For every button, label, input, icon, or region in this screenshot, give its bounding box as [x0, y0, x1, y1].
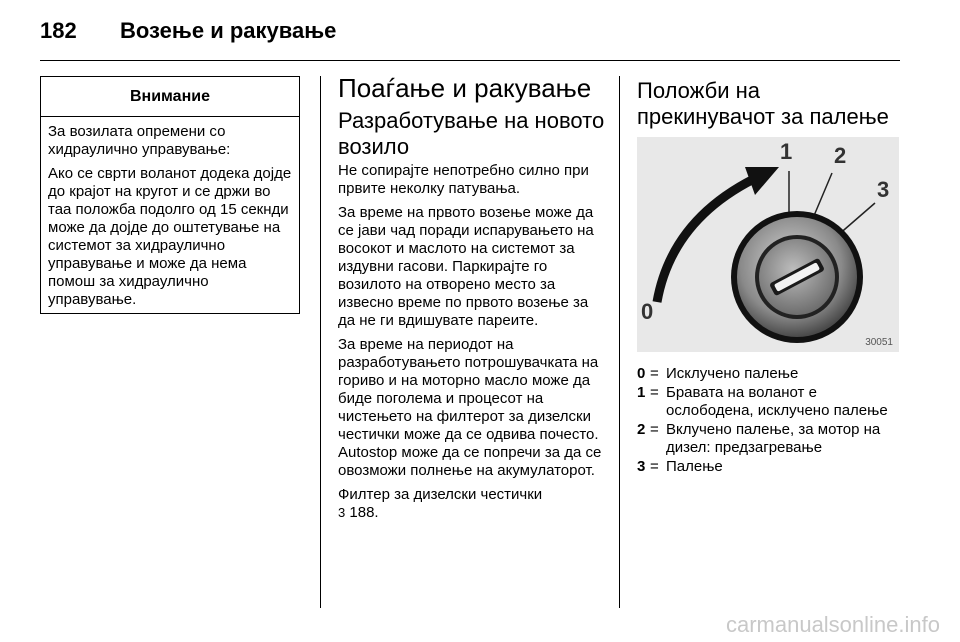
break-in-column [338, 72, 606, 528]
xref-page: 188. [349, 504, 379, 521]
legend-item [637, 384, 899, 420]
running-title: Возење и ракување [120, 18, 337, 43]
legend-equals: = [650, 384, 659, 401]
sub-title: Разработување на новото возило [338, 108, 605, 159]
section-title: Поаѓање и ракување [338, 73, 592, 103]
figure-label-2: 2 [834, 143, 847, 168]
ignition-column [637, 78, 899, 130]
legend-equals: = [650, 458, 659, 475]
page-number: 182 [40, 18, 77, 43]
legend-key: 1 [637, 384, 646, 401]
legend-key: 3 [637, 458, 646, 475]
figure-label-3: 3 [877, 177, 890, 202]
legend-text: Вклучено палење, за мотор на дизел: предзагревање [666, 421, 881, 456]
figure-label-1: 1 [780, 139, 793, 164]
watermark: carmanualsonline.info [725, 612, 940, 637]
legend-item [637, 365, 899, 383]
cross-reference[interactable] [338, 504, 606, 522]
body-paragraph: За време на периодот на разработувањето потрошувачката на гориво и на моторно масло може да биде поголема и процесот на чистењето на филтерот за дизелски честички може да се одвива почесто. Autostop може да се попречи за да се овозможи полнење на акумулаторот. [338, 336, 602, 479]
legend-item [637, 458, 899, 476]
body-paragraph: Филтер за дизелски честички [338, 486, 543, 503]
xref-arrow-icon: 3 [338, 505, 346, 520]
figure-code: 30051 [865, 337, 893, 348]
notice-body [41, 117, 299, 309]
header-rule [40, 60, 900, 61]
column-divider-2 [619, 76, 620, 608]
body-paragraph: За време на првото возење може да се јави чад поради испарувањето на восокот и маслото на системот за издувни гасови. Паркирајте го возилото на отворено место за извесно време по првото возење за да не ги вдишувате пареите. [338, 204, 594, 329]
legend-key: 0 [637, 365, 646, 382]
ignition-title: Положби на прекинувачот за палење [637, 78, 889, 129]
notice-title: Внимание [41, 77, 299, 117]
notice-paragraph: За возилата опремени со хидраулично управување: [48, 123, 231, 158]
legend-key: 2 [637, 421, 646, 438]
body-paragraph: Не сопирајте непотребно силно при првите неколку патувања. [338, 162, 589, 197]
ignition-legend [637, 365, 899, 477]
legend-text: Исклучено палење [666, 365, 799, 382]
notice-paragraph: Ако се сврти воланот додека дојде до крајот на кругот и се држи во таа положба подолго од 15 секнди може да дојде до оштетување на системот за хидраулично управување и може да нема помош за хидраулично управување. [48, 165, 292, 308]
legend-item [637, 421, 899, 457]
warning-notice-box [40, 76, 300, 314]
column-divider-1 [320, 76, 321, 608]
legend-equals: = [650, 421, 659, 438]
legend-text: Бравата на воланот е ослободена, исклучено палење [666, 384, 888, 419]
ignition-switch-figure [637, 137, 899, 352]
ignition-lock-illustration [637, 137, 899, 352]
legend-text: Палење [666, 458, 723, 475]
legend-equals: = [650, 365, 659, 382]
figure-label-0: 0 [641, 299, 654, 324]
